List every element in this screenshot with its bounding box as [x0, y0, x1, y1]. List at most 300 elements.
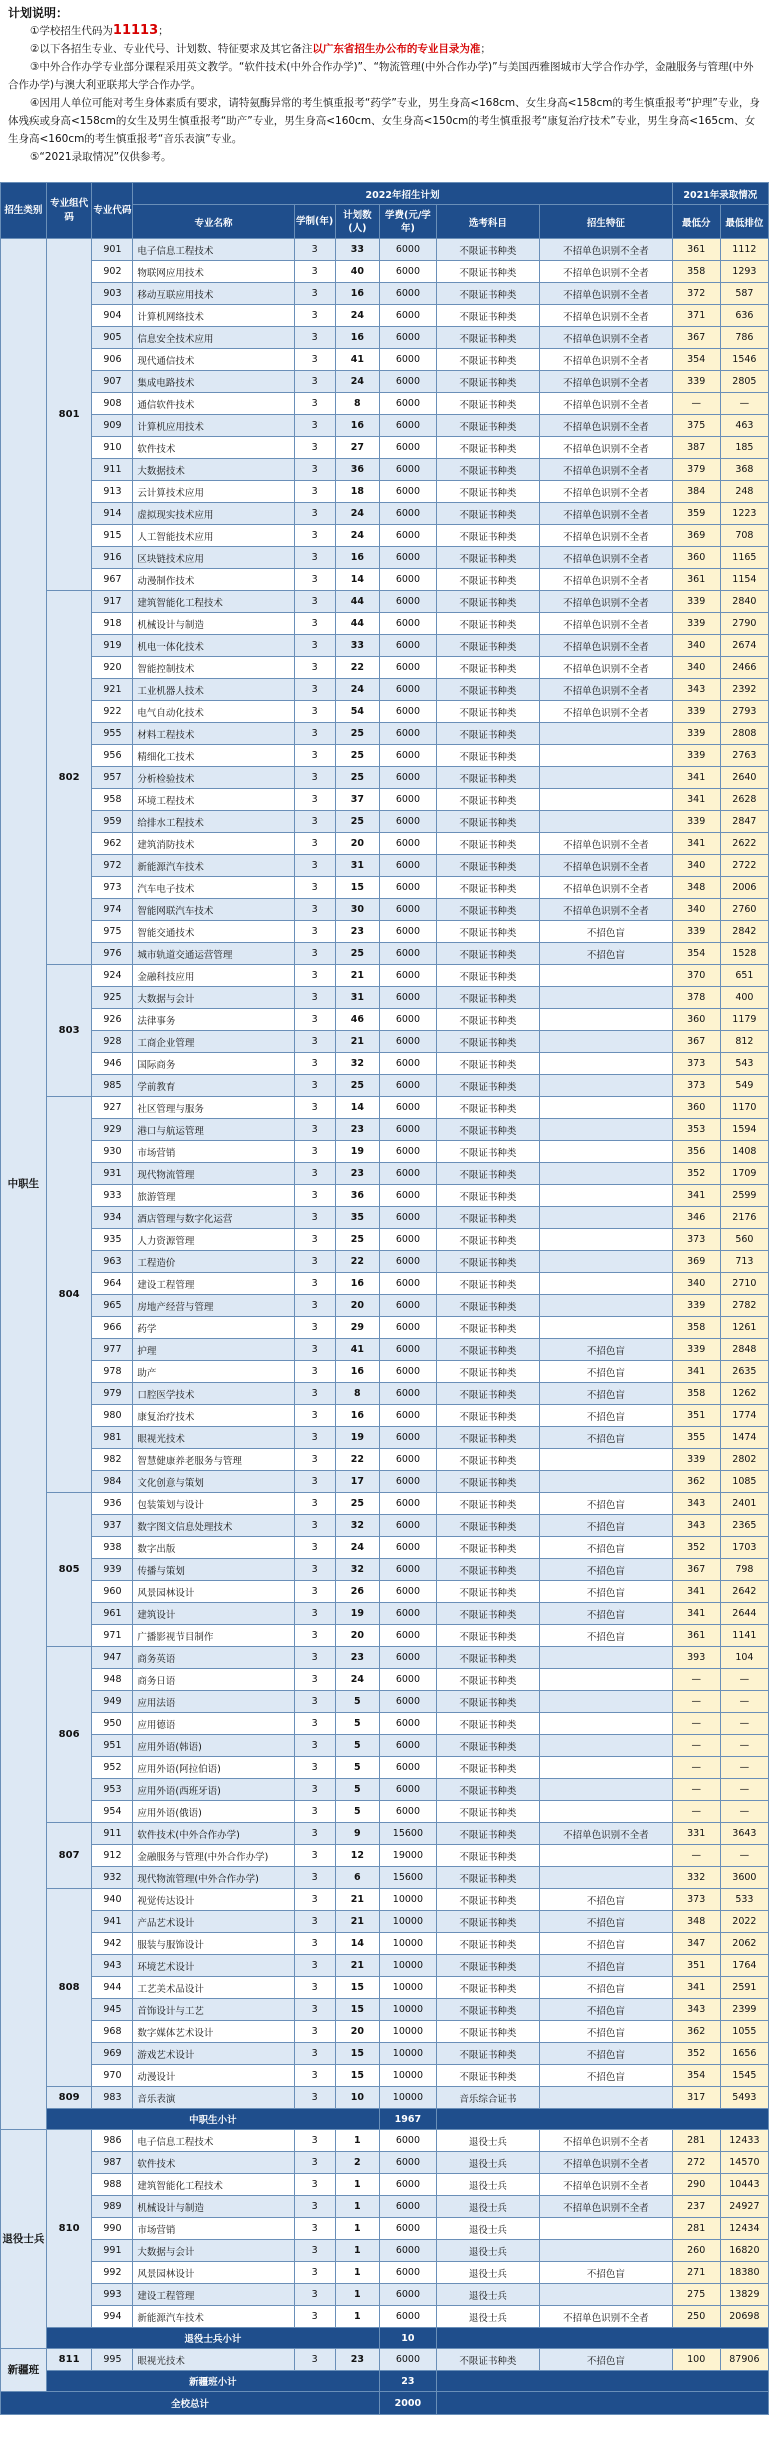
feature: [540, 1273, 672, 1295]
years: 3: [294, 1141, 335, 1163]
major-name: 应用德语: [133, 1713, 294, 1735]
tuition: 6000: [380, 2174, 437, 2196]
subject: 不限证书种类: [436, 327, 540, 349]
min-rank: 2842: [720, 921, 768, 943]
tuition: 6000: [380, 701, 437, 723]
table-row: [1, 1823, 769, 1845]
subject: 不限证书种类: [436, 943, 540, 965]
min-score: 373: [672, 1075, 720, 1097]
subtotal-filler: [436, 2371, 768, 2392]
major-name: 数字出版: [133, 1537, 294, 1559]
feature: 不招色盲: [540, 1339, 672, 1361]
subject: 不限证书种类: [436, 1779, 540, 1801]
min-rank: 1594: [720, 1119, 768, 1141]
min-score: 339: [672, 371, 720, 393]
plan-count: 15: [335, 1977, 380, 1999]
plan-count: 20: [335, 1625, 380, 1647]
years: 3: [294, 1977, 335, 1999]
tuition: 6000: [380, 1581, 437, 1603]
years: 3: [294, 1427, 335, 1449]
table-row: [1, 899, 769, 921]
plan-count: 24: [335, 503, 380, 525]
plan-count: 22: [335, 1449, 380, 1471]
years: 3: [294, 1471, 335, 1493]
table-row: [1, 1735, 769, 1757]
tuition: 6000: [380, 1801, 437, 1823]
major-code: 952: [92, 1757, 133, 1779]
major-code: 946: [92, 1053, 133, 1075]
major-code: 970: [92, 2065, 133, 2087]
tuition: 6000: [380, 1757, 437, 1779]
subject: 不限证书种类: [436, 1449, 540, 1471]
subject: 不限证书种类: [436, 1031, 540, 1053]
table-row: [1, 1779, 769, 1801]
table-row: [1, 2065, 769, 2087]
major-name: 建筑消防技术: [133, 833, 294, 855]
min-score: 370: [672, 965, 720, 987]
min-rank: 2176: [720, 1207, 768, 1229]
subtotal-filler: [436, 2328, 768, 2349]
tuition: 6000: [380, 2262, 437, 2284]
min-score: 373: [672, 1229, 720, 1251]
years: 3: [294, 811, 335, 833]
plan-count: 20: [335, 833, 380, 855]
table-row: [1, 261, 769, 283]
major-name: 云计算技术应用: [133, 481, 294, 503]
years: 3: [294, 833, 335, 855]
major-name: 视觉传达设计: [133, 1889, 294, 1911]
table-row: [1, 1603, 769, 1625]
note-2: ②以下各招生专业、专业代号、计划数、特征要求及其它备注以广东省招生办公布的专业目录为准；: [30, 43, 491, 55]
min-rank: 5493: [720, 2087, 768, 2109]
subject: 不限证书种类: [436, 1119, 540, 1141]
plan-count: 16: [335, 1273, 380, 1295]
subject: 不限证书种类: [436, 2021, 540, 2043]
tuition: 6000: [380, 679, 437, 701]
min-score: 341: [672, 1581, 720, 1603]
category-xinjiang: 新疆班: [1, 2349, 47, 2392]
table-row: [1, 1163, 769, 1185]
plan-count: 19: [335, 1603, 380, 1625]
table-row: [1, 569, 769, 591]
major-code: 938: [92, 1537, 133, 1559]
major-code: 975: [92, 921, 133, 943]
major-name: 金融科技应用: [133, 965, 294, 987]
subject: 不限证书种类: [436, 305, 540, 327]
tuition: 6000: [380, 1185, 437, 1207]
feature: 不招色盲: [540, 2043, 672, 2065]
table-row: [1, 1185, 769, 1207]
tuition: 6000: [380, 1471, 437, 1493]
feature: [540, 1053, 672, 1075]
subject: 不限证书种类: [436, 569, 540, 591]
major-code: 901: [92, 239, 133, 261]
tuition: 6000: [380, 1625, 437, 1647]
school-code: 11113: [112, 23, 159, 38]
feature: 不招单色识别不全者: [540, 1823, 672, 1845]
min-rank: 16820: [720, 2240, 768, 2262]
feature: 不招单色识别不全者: [540, 327, 672, 349]
tuition: 6000: [380, 1119, 437, 1141]
group-code: 809: [46, 2087, 92, 2109]
group-code: 804: [46, 1097, 92, 1493]
tuition: 6000: [380, 437, 437, 459]
plan-count: 23: [335, 1163, 380, 1185]
major-name: 移动互联应用技术: [133, 283, 294, 305]
plan-count: 23: [335, 2349, 380, 2371]
tuition: 10000: [380, 1911, 437, 1933]
table-row: [1, 327, 769, 349]
major-code: 966: [92, 1317, 133, 1339]
subject: 不限证书种类: [436, 1955, 540, 1977]
note-5: ⑤“2021录取情况”仅供参考。: [30, 151, 172, 163]
years: 3: [294, 371, 335, 393]
years: 3: [294, 1515, 335, 1537]
feature: [540, 1295, 672, 1317]
feature: [540, 1031, 672, 1053]
feature: [540, 767, 672, 789]
subject: 不限证书种类: [436, 899, 540, 921]
feature: 不招单色识别不全者: [540, 239, 672, 261]
years: 3: [294, 1339, 335, 1361]
min-score: 373: [672, 1053, 720, 1075]
min-score: 367: [672, 1559, 720, 1581]
min-score: 360: [672, 1097, 720, 1119]
feature: 不招单色识别不全者: [540, 657, 672, 679]
min-rank: 786: [720, 327, 768, 349]
min-rank: 2466: [720, 657, 768, 679]
plan-count: 1: [335, 2306, 380, 2328]
tuition: 6000: [380, 1097, 437, 1119]
tuition: 6000: [380, 2130, 437, 2152]
category-zhongzhi: 中职生: [1, 239, 47, 2130]
major-code: 982: [92, 1449, 133, 1471]
tuition: 6000: [380, 2306, 437, 2328]
major-name: 应用外语(西班牙语): [133, 1779, 294, 1801]
feature: [540, 789, 672, 811]
feature: 不招单色识别不全者: [540, 635, 672, 657]
major-name: 游戏艺术设计: [133, 2043, 294, 2065]
min-score: 358: [672, 261, 720, 283]
plan-count: 25: [335, 1075, 380, 1097]
subtotal-value: 1967: [380, 2109, 437, 2130]
plan-count: 41: [335, 349, 380, 371]
header-plan-2022: 2022年招生计划: [133, 183, 672, 205]
tuition: 6000: [380, 1713, 437, 1735]
plan-count: 17: [335, 1471, 380, 1493]
major-code: 940: [92, 1889, 133, 1911]
major-code: 950: [92, 1713, 133, 1735]
feature: 不招单色识别不全者: [540, 569, 672, 591]
feature: 不招色盲: [540, 1603, 672, 1625]
table-row: [1, 1999, 769, 2021]
table-row: [1, 1955, 769, 1977]
min-rank: 368: [720, 459, 768, 481]
major-name: 应用外语(韩语): [133, 1735, 294, 1757]
header-major-code: 专业代码: [92, 183, 133, 239]
min-score: —: [672, 1845, 720, 1867]
years: 3: [294, 393, 335, 415]
major-code: 983: [92, 2087, 133, 2109]
header-feature: 招生特征: [540, 205, 672, 239]
years: 3: [294, 723, 335, 745]
min-rank: 12433: [720, 2130, 768, 2152]
subject: 不限证书种类: [436, 1141, 540, 1163]
feature: 不招色盲: [540, 1999, 672, 2021]
major-name: 汽车电子技术: [133, 877, 294, 899]
table-row: [1, 1471, 769, 1493]
min-rank: 104: [720, 1647, 768, 1669]
major-code: 973: [92, 877, 133, 899]
major-name: 材料工程技术: [133, 723, 294, 745]
feature: 不招单色识别不全者: [540, 459, 672, 481]
min-score: 260: [672, 2240, 720, 2262]
table-row: [1, 1669, 769, 1691]
table-row: [1, 1867, 769, 1889]
feature: 不招色盲: [540, 1581, 672, 1603]
major-code: 947: [92, 1647, 133, 1669]
major-name: 精细化工技术: [133, 745, 294, 767]
min-rank: 2763: [720, 745, 768, 767]
feature: [540, 987, 672, 1009]
major-name: 建筑设计: [133, 1603, 294, 1625]
major-code: 924: [92, 965, 133, 987]
table-row: [1, 2284, 769, 2306]
major-code: 914: [92, 503, 133, 525]
min-score: 331: [672, 1823, 720, 1845]
table-row: [1, 1911, 769, 1933]
subject: 不限证书种类: [436, 1405, 540, 1427]
min-rank: 651: [720, 965, 768, 987]
years: 3: [294, 1669, 335, 1691]
note-2-emphasis: 以广东省招生办公布的专业目录为准: [312, 43, 481, 55]
plan-count: 21: [335, 1911, 380, 1933]
table-row: [1, 613, 769, 635]
major-name: 动漫设计: [133, 2065, 294, 2087]
feature: 不招色盲: [540, 1515, 672, 1537]
tuition: 6000: [380, 569, 437, 591]
min-rank: 2793: [720, 701, 768, 723]
plan-count: 19: [335, 1141, 380, 1163]
table-row: [1, 503, 769, 525]
feature: 不招单色识别不全者: [540, 899, 672, 921]
feature: 不招色盲: [540, 1625, 672, 1647]
table-row: [1, 1075, 769, 1097]
table-row: [1, 943, 769, 965]
subtotal-label: 中职生小计: [46, 2109, 379, 2130]
major-code: 986: [92, 2130, 133, 2152]
major-code: 943: [92, 1955, 133, 1977]
table-row: [1, 1097, 769, 1119]
feature: 不招单色识别不全者: [540, 613, 672, 635]
major-code: 913: [92, 481, 133, 503]
grand-total-row: [1, 2392, 769, 2415]
major-code: 984: [92, 1471, 133, 1493]
min-score: 375: [672, 415, 720, 437]
major-name: 包装策划与设计: [133, 1493, 294, 1515]
feature: [540, 1757, 672, 1779]
subject: 不限证书种类: [436, 877, 540, 899]
plan-count: 15: [335, 2065, 380, 2087]
plan-count: 44: [335, 613, 380, 635]
feature: 不招单色识别不全者: [540, 481, 672, 503]
min-score: 339: [672, 811, 720, 833]
subtotal-row: [1, 2109, 769, 2130]
tuition: 6000: [380, 789, 437, 811]
tuition: 6000: [380, 1229, 437, 1251]
major-code: 961: [92, 1603, 133, 1625]
major-name: 风景园林设计: [133, 1581, 294, 1603]
min-rank: 3643: [720, 1823, 768, 1845]
table-row: [1, 437, 769, 459]
subject: 不限证书种类: [436, 1537, 540, 1559]
min-rank: 2365: [720, 1515, 768, 1537]
major-code: 980: [92, 1405, 133, 1427]
tuition: 6000: [380, 833, 437, 855]
tuition: 10000: [380, 2021, 437, 2043]
major-code: 994: [92, 2306, 133, 2328]
years: 3: [294, 2218, 335, 2240]
min-score: 341: [672, 1603, 720, 1625]
header-fee: 学费(元/学年): [380, 205, 437, 239]
group-code: 810: [46, 2130, 92, 2328]
feature: [540, 1207, 672, 1229]
years: 3: [294, 569, 335, 591]
subtotal-label: 全校总计: [1, 2392, 380, 2415]
plan-count: 14: [335, 1097, 380, 1119]
subject: 不限证书种类: [436, 921, 540, 943]
subject: 不限证书种类: [436, 1229, 540, 1251]
min-score: 353: [672, 1119, 720, 1141]
table-row: [1, 2174, 769, 2196]
feature: 不招色盲: [540, 1493, 672, 1515]
min-score: 347: [672, 1933, 720, 1955]
tuition: 10000: [380, 1999, 437, 2021]
major-name: 大数据与会计: [133, 2240, 294, 2262]
subject: 不限证书种类: [436, 723, 540, 745]
subject: 退役士兵: [436, 2218, 540, 2240]
min-score: 372: [672, 283, 720, 305]
years: 3: [294, 1053, 335, 1075]
feature: [540, 2218, 672, 2240]
major-name: 机械设计与制造: [133, 2196, 294, 2218]
plan-count: 22: [335, 1251, 380, 1273]
plan-count: 24: [335, 1669, 380, 1691]
table-row: [1, 2218, 769, 2240]
major-code: 932: [92, 1867, 133, 1889]
feature: 不招单色识别不全者: [540, 2152, 672, 2174]
major-code: 964: [92, 1273, 133, 1295]
note-1: ①学校招生代码为11113；: [30, 23, 169, 38]
min-rank: 1112: [720, 239, 768, 261]
tuition: 10000: [380, 1955, 437, 1977]
min-score: 367: [672, 1031, 720, 1053]
min-rank: 1154: [720, 569, 768, 591]
tuition: 10000: [380, 1889, 437, 1911]
min-score: 339: [672, 723, 720, 745]
tuition: 6000: [380, 1031, 437, 1053]
min-rank: 248: [720, 481, 768, 503]
subject: 不限证书种类: [436, 1493, 540, 1515]
table-row: [1, 459, 769, 481]
min-rank: —: [720, 1735, 768, 1757]
table-row: [1, 371, 769, 393]
min-score: 339: [672, 921, 720, 943]
min-score: 340: [672, 635, 720, 657]
major-name: 虚拟现实技术应用: [133, 503, 294, 525]
major-name: 动漫制作技术: [133, 569, 294, 591]
min-rank: 1293: [720, 261, 768, 283]
min-score: 359: [672, 503, 720, 525]
major-code: 926: [92, 1009, 133, 1031]
major-code: 918: [92, 613, 133, 635]
subject: 不限证书种类: [436, 635, 540, 657]
plan-count: 40: [335, 261, 380, 283]
major-name: 产品艺术设计: [133, 1911, 294, 1933]
years: 3: [294, 877, 335, 899]
subject: 退役士兵: [436, 2262, 540, 2284]
major-name: 智慧健康养老服务与管理: [133, 1449, 294, 1471]
min-rank: 2782: [720, 1295, 768, 1317]
plan-count: 5: [335, 1713, 380, 1735]
subject: 不限证书种类: [436, 1185, 540, 1207]
tuition: 6000: [380, 635, 437, 657]
major-name: 数字图文信息处理技术: [133, 1515, 294, 1537]
table-row: [1, 1449, 769, 1471]
major-code: 981: [92, 1427, 133, 1449]
subtotal-value: 2000: [380, 2392, 437, 2415]
feature: [540, 1317, 672, 1339]
subject: 不限证书种类: [436, 2349, 540, 2371]
tuition: 10000: [380, 2087, 437, 2109]
min-score: 358: [672, 1317, 720, 1339]
major-code: 919: [92, 635, 133, 657]
major-name: 现代物流管理: [133, 1163, 294, 1185]
tuition: 6000: [380, 1251, 437, 1273]
tuition: 6000: [380, 1691, 437, 1713]
years: 3: [294, 261, 335, 283]
feature: [540, 1845, 672, 1867]
major-code: 930: [92, 1141, 133, 1163]
feature: 不招色盲: [540, 1361, 672, 1383]
years: 3: [294, 437, 335, 459]
feature: 不招色盲: [540, 1405, 672, 1427]
min-rank: 812: [720, 1031, 768, 1053]
header-count: 计划数(人): [335, 205, 380, 239]
years: 3: [294, 2087, 335, 2109]
years: 3: [294, 1119, 335, 1141]
major-code: 911: [92, 1823, 133, 1845]
table-row: [1, 1405, 769, 1427]
plan-count: 21: [335, 965, 380, 987]
plan-count: 10: [335, 2087, 380, 2109]
plan-count: 21: [335, 1955, 380, 1977]
subject: 不限证书种类: [436, 591, 540, 613]
years: 3: [294, 349, 335, 371]
feature: 不招色盲: [540, 1911, 672, 1933]
years: 3: [294, 2021, 335, 2043]
major-name: 口腔医学技术: [133, 1383, 294, 1405]
subject: 不限证书种类: [436, 745, 540, 767]
major-name: 工艺美术品设计: [133, 1977, 294, 1999]
major-code: 941: [92, 1911, 133, 1933]
tuition: 6000: [380, 1493, 437, 1515]
subject: 不限证书种类: [436, 1361, 540, 1383]
subject: 不限证书种类: [436, 459, 540, 481]
min-score: 250: [672, 2306, 720, 2328]
plan-count: 25: [335, 811, 380, 833]
min-rank: —: [720, 1779, 768, 1801]
